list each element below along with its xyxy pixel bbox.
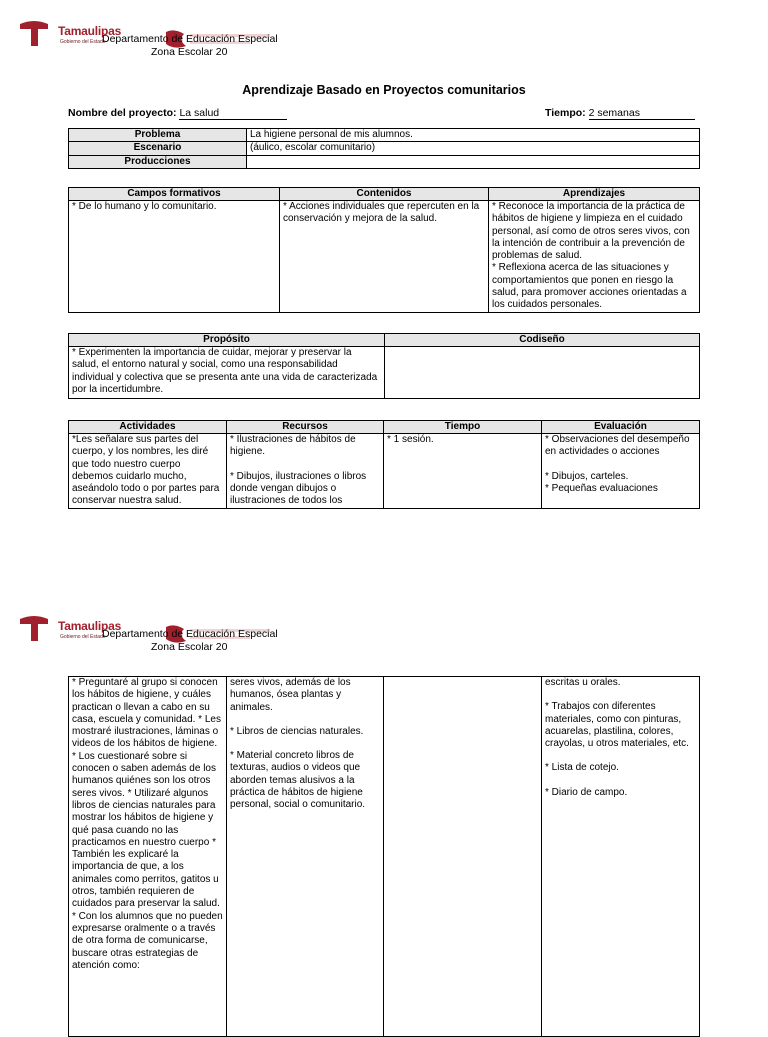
page-header <box>18 615 418 655</box>
evaluacion-item: * Dibujos, carteles. <box>545 470 629 482</box>
evaluacion-item: * Diario de campo. <box>545 786 628 798</box>
header-codiseno: Codiseño <box>385 334 700 347</box>
time-label: Tiempo: <box>545 107 586 119</box>
actividades-cell: *Les señalare sus partes del cuerpo, y los nombres, les diré que todo nuestro cuerpo debemos cuidarlo mucho, aseándolo todo o por partes para conservar nuestra salud. <box>69 434 227 509</box>
table-header-row <box>69 334 700 347</box>
header-evaluacion: Evaluación <box>542 421 700 434</box>
aprendizaje-item: * Reconoce la importancia de la práctica de hábitos de higiene y limpieza en el cuidado personal, así como de otros seres vivos, con la intención de contribuir a la prevención de problemas de salud. <box>492 201 690 262</box>
project-name-value: La salud <box>179 107 287 120</box>
time-field <box>545 107 695 120</box>
project-name-label: Nombre del proyecto: <box>68 107 177 119</box>
table-row <box>69 129 700 142</box>
actividades-continuation-table <box>68 676 700 1037</box>
proposito-cell: * Experimenten la importancia de cuidar, mejorar y preservar la salud, el entorno natural y social, como una responsabilidad individual y colectiva que se presenta ante una vida de caracterizada por la incertidumbre. <box>69 347 385 399</box>
logo-subtitle: Gobierno del Estado <box>60 634 106 640</box>
table-row <box>69 142 700 155</box>
aprendizaje-item: * Reflexiona acerca de las situaciones y comportamientos que ponen en riesgo la salud, para promover acciones orientadas a los cuidados personales. <box>492 262 687 311</box>
campos-cell: * De lo humano y lo comunitario. <box>69 201 280 313</box>
aprendizajes-cell <box>489 201 700 313</box>
department-name: Departamento de Educación Especial <box>102 628 278 640</box>
logo-subtitle: Gobierno del Estado <box>60 39 106 45</box>
recurso-item: * Libros de ciencias naturales. <box>230 725 364 737</box>
evaluacion-item: escritas u orales. <box>545 677 621 688</box>
evaluacion-item: * Observaciones del desempeño en actividades o acciones <box>545 434 690 458</box>
tiempo-cell <box>384 677 542 1037</box>
recursos-cell <box>227 677 384 1037</box>
logo-name: Tamaulipas <box>58 24 122 38</box>
page-header <box>18 20 418 60</box>
document-title: Aprendizaje Basado en Proyectos comunitarios <box>242 83 526 97</box>
table-header-row <box>69 188 700 201</box>
table-row <box>69 201 700 313</box>
evaluacion-cell <box>542 434 700 509</box>
problem-value: La higiene personal de mis alumnos. <box>247 129 700 142</box>
problem-table <box>68 128 700 169</box>
header-actividades: Actividades <box>69 421 227 434</box>
contenidos-cell: * Acciones individuales que repercuten en la conservación y mejora de la salud. <box>280 201 489 313</box>
header-proposito: Propósito <box>69 334 385 347</box>
evaluacion-cell <box>542 677 700 1037</box>
proposito-table <box>68 333 700 399</box>
tamaulipas-logo-icon <box>18 615 50 643</box>
table-header-row <box>69 421 700 434</box>
evaluacion-item: * Lista de cotejo. <box>545 762 619 774</box>
time-value: 2 semanas <box>589 107 695 120</box>
project-name-field <box>68 107 287 120</box>
actividades-table <box>68 420 700 509</box>
table-row <box>69 677 700 1037</box>
tiempo-cell: * 1 sesión. <box>384 434 542 509</box>
scenario-label: Escenario <box>69 142 247 155</box>
header-contenidos: Contenidos <box>280 188 489 201</box>
evaluacion-item: * Trabajos con diferentes materiales, como con pinturas, acuarelas, plastilina, colores, crayolas, u otros materiales, etc. <box>545 701 689 750</box>
table-row <box>69 155 700 168</box>
logo-name: Tamaulipas <box>58 619 122 633</box>
tamaulipas-logo-icon <box>18 20 50 48</box>
actividades-cell: * Preguntaré al grupo si conocen los hábitos de higiene, y cuáles practican o llevan a cabo en su casa, escuela y comunidad. * Les mostraré ilustraciones, láminas o videos de los hábitos de higiene. * Los cuestionaré sobre si conocen o saben además de los humanos quiénes son los otros seres vivos. * Utilizaré algunos libros de ciencias naturales para mostrar los hábitos de higiene y qué pasa cuando no las practicamos en nuestro cuerpo * También les explicaré la importancia de que, a los animales como perritos, gatitos u otros, también requieren de cuidados para preservar la salud. * Con los alumnos que no pueden expresarse oralmente o a través de otra forma de comunicarse, buscare otras estrategias de atención como: <box>69 677 227 1037</box>
table-row <box>69 434 700 509</box>
page-2 <box>0 595 768 1024</box>
school-zone: Zona Escolar 20 <box>151 641 228 653</box>
codiseno-cell <box>385 347 700 399</box>
header-aprendizajes: Aprendizajes <box>489 188 700 201</box>
problem-label: Problema <box>69 129 247 142</box>
header-campos: Campos formativos <box>69 188 280 201</box>
productions-label: Producciones <box>69 155 247 168</box>
table-row <box>69 347 700 399</box>
recurso-item: * Dibujos, ilustraciones o libros donde vengan dibujos o ilustraciones de todos los <box>230 470 367 507</box>
header-tiempo: Tiempo <box>384 421 542 434</box>
recursos-cell <box>227 434 384 509</box>
recurso-item: seres vivos, además de los humanos, ósea plantas y animales. <box>230 677 351 713</box>
evaluacion-item: * Pequeñas evaluaciones <box>545 482 658 494</box>
scenario-value: (áulico, escolar comunitario) <box>247 142 700 155</box>
recurso-item: * Material concreto libros de texturas, audios o videos que aborden temas alusivos a la práctica de hábitos de higiene personal, social o comunitario. <box>230 750 366 811</box>
school-zone: Zona Escolar 20 <box>151 46 228 58</box>
department-name: Departamento de Educación Especial <box>102 33 278 45</box>
productions-value <box>247 155 700 168</box>
campos-table <box>68 187 700 313</box>
header-recursos: Recursos <box>227 421 384 434</box>
recurso-item: * Ilustraciones de hábitos de higiene. <box>230 434 356 458</box>
